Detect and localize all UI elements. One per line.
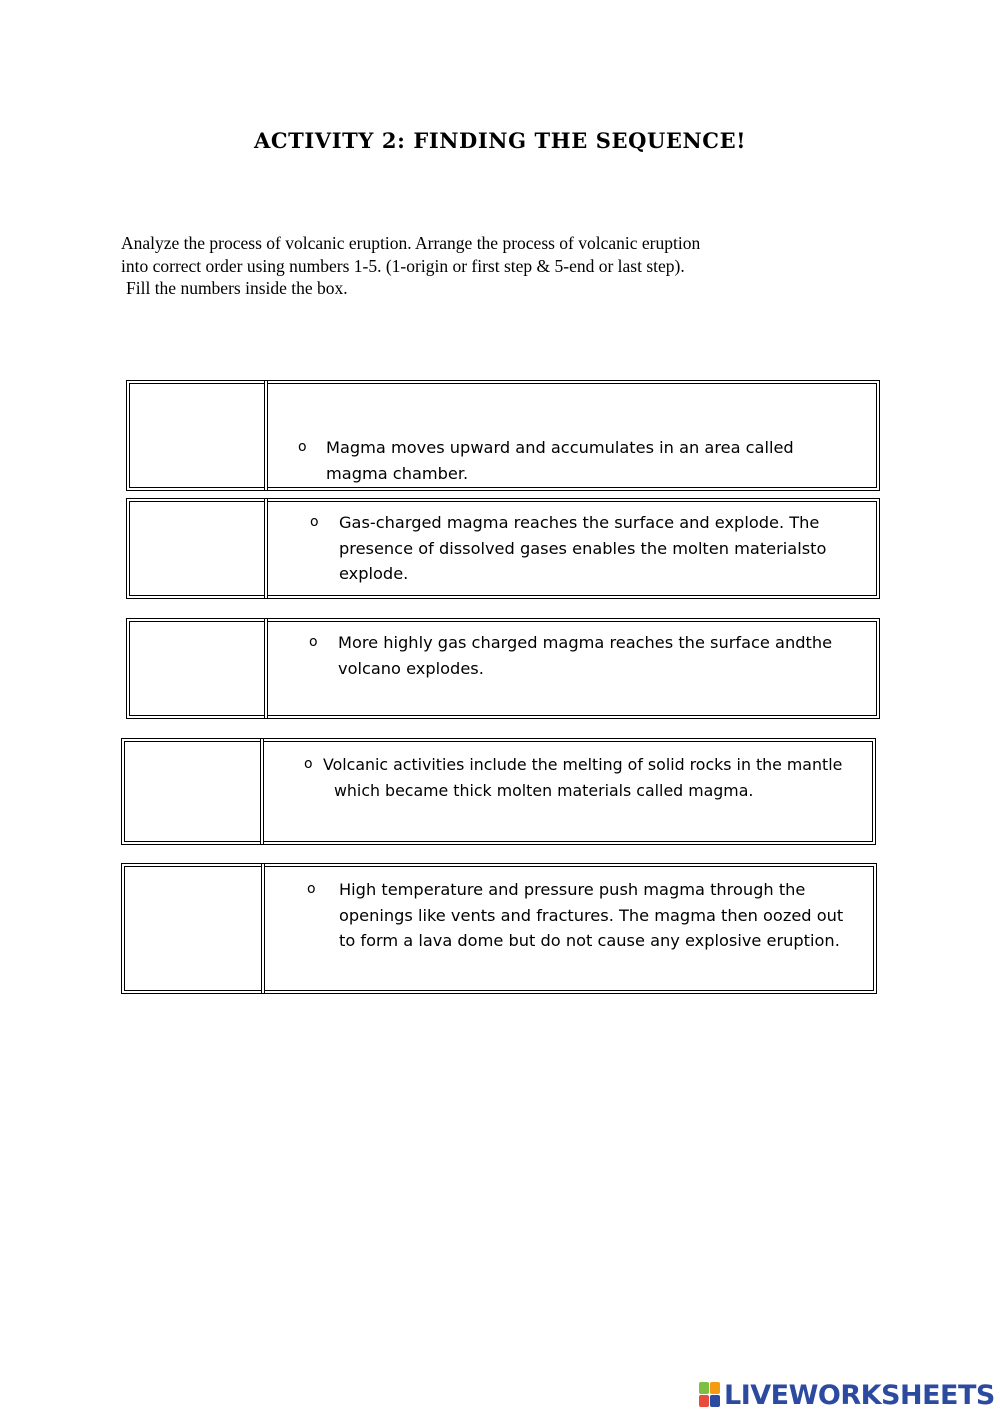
answer-box-2[interactable] bbox=[126, 498, 268, 599]
answer-input-2[interactable] bbox=[130, 502, 264, 595]
step-text-3: o More highly gas charged magma reaches the surface andthe volcano explodes. bbox=[309, 630, 864, 681]
instructions bbox=[121, 232, 879, 300]
instructions-line-1: Analyze the process of volcanic eruption. Arrange the process of volcanic eruption bbox=[121, 233, 701, 253]
step-cell-4 bbox=[260, 738, 876, 845]
step-text-1: o Magma moves upward and accumulates in an area called magma chamber. bbox=[298, 435, 838, 486]
answer-box-1[interactable] bbox=[126, 380, 268, 491]
instructions-line-3: Fill the numbers inside the box. bbox=[126, 278, 348, 298]
sequence-row-2 bbox=[126, 498, 880, 599]
bullet-2: o bbox=[310, 514, 319, 530]
answer-input-5[interactable] bbox=[125, 867, 261, 990]
answer-box-5[interactable] bbox=[121, 863, 265, 994]
sequence-row-1 bbox=[126, 380, 880, 491]
step-cell-3 bbox=[264, 618, 880, 719]
instructions-line-2: into correct order using numbers 1-5. (1-origin or first step & 5-end or last step). bbox=[121, 255, 685, 276]
step-text-5: o High temperature and pressure push magma through the openings like vents and fractures. The magma then oozed out to form a lava dome but do not cause any explosive eruption. bbox=[307, 877, 862, 954]
answer-input-1[interactable] bbox=[130, 384, 264, 487]
bullet-5: o bbox=[307, 881, 316, 897]
step-text-2: o Gas-charged magma reaches the surface and explode. The presence of dissolved gases enables the molten materialsto explode. bbox=[310, 510, 860, 587]
step-cell-1 bbox=[264, 380, 880, 491]
step-cell-2 bbox=[264, 498, 880, 599]
answer-box-4[interactable] bbox=[121, 738, 264, 845]
liveworksheets-logo-icon bbox=[699, 1382, 721, 1408]
sequence-row-3 bbox=[126, 618, 880, 719]
answer-box-3[interactable] bbox=[126, 618, 268, 719]
step-cell-5 bbox=[261, 863, 877, 994]
bullet-3: o bbox=[309, 634, 318, 650]
bullet-4: o bbox=[304, 756, 313, 772]
liveworksheets-logo-text: LIVEWORKSHEETS bbox=[724, 1379, 995, 1411]
bullet-1: o bbox=[298, 439, 307, 455]
answer-input-3[interactable] bbox=[130, 622, 264, 715]
page-title: ACTIVITY 2: FINDING THE SEQUENCE! bbox=[253, 128, 747, 153]
liveworksheets-logo bbox=[699, 1378, 995, 1412]
step-text-4: o Volcanic activities include the melting of solid rocks in the mantle which became thick molten materials called magma. bbox=[304, 752, 874, 803]
sequence-row-4 bbox=[121, 738, 876, 845]
sequence-row-5 bbox=[121, 863, 877, 994]
answer-input-4[interactable] bbox=[125, 742, 260, 841]
